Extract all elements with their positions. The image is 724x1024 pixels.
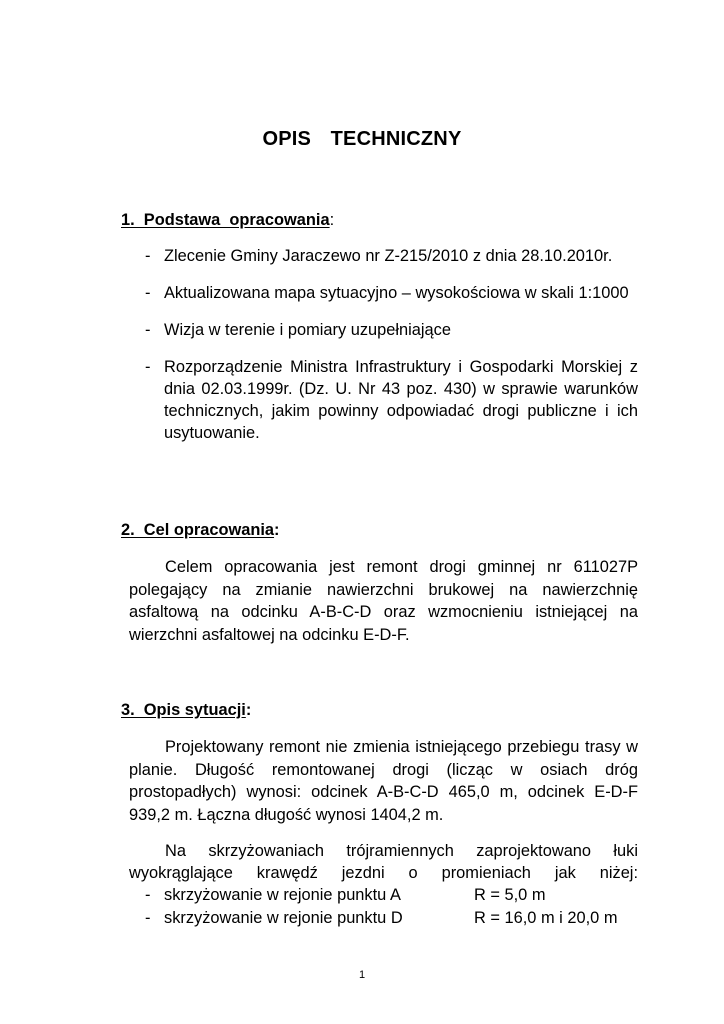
list-item [145,282,638,304]
section-1-heading [121,211,334,230]
list-dash: - [145,321,151,339]
section-2-paragraph: Celem opracowania jest remont drogi gminnej nr 611027P polegający na zmianie nawierzchni brukowej na nawierzchnię asfaltową na odcinku A-B-C-D oraz wzmocnieniu istniejącej na wierzchni asfaltowej na odcinku E-D-F. [129,558,638,644]
section-1-list [145,245,638,444]
list-item [145,319,638,341]
section-2-heading [121,521,280,540]
section-3-heading [121,701,251,720]
radius-row-label: skrzyżowanie w rejonie punktu D [164,909,403,927]
section-1-heading-text: 1. Podstawa opracowania [121,211,330,229]
section-2-colon: : [274,521,280,539]
list-dash: - [145,886,151,904]
list-item-text: Aktualizowana mapa sytuacyjno – wysokościowa w skali 1:1000 [164,284,629,302]
radius-row [145,907,617,929]
page-number: 1 [358,969,366,981]
radius-row-value: R = 16,0 m i 20,0 m [474,909,618,927]
radius-row-value: R = 5,0 m [474,886,546,904]
section-3-paragraph-1: Projektowany remont nie zmienia istniejącego przebiegu trasy w planie. Długość remontowanej drogi (licząc w osiach dróg prostopadłych) wynosi: odcinek A-B-C-D 465,0 m, odcinek E-D-F 939,2 m. Łączna długość wynosi 1404,2 m. [129,738,638,824]
document-title: OPIS TECHNICZNY [262,128,462,150]
list-item-text: Rozporządzenie Ministra Infrastruktury i Gospodarki Morskiej z dnia 02.03.1999r. (Dz. U. Nr 43 poz. 430) w sprawie warunków technicznych, jakim powinny odpowiadać drogi publiczne i ich usytuowanie. [164,358,638,442]
section-2-heading-text: 2. Cel opracowania [121,521,275,539]
section-3-heading-text: 3. Opis sytuacji [121,701,246,719]
radius-row [145,884,546,906]
radius-row-label: skrzyżowanie w rejonie punktu A [164,886,401,904]
list-item-text: Wizja w terenie i pomiary uzupełniające [164,321,451,339]
list-dash: - [145,358,151,376]
section-3-colon: : [245,701,252,719]
list-dash: - [145,909,151,927]
list-dash: - [145,247,151,265]
list-item-text: Zlecenie Gminy Jaraczewo nr Z-215/2010 z dnia 28.10.2010r. [164,247,613,265]
list-dash: - [145,284,151,302]
section-1-colon: : [329,211,335,229]
list-item [145,356,638,444]
section-3-paragraph-2: Na skrzyżowaniach trójramiennych zaprojektowano łuki wyokrąglające krawędź jezdni o promieniach jak niżej: [129,842,638,882]
list-item [145,245,638,267]
